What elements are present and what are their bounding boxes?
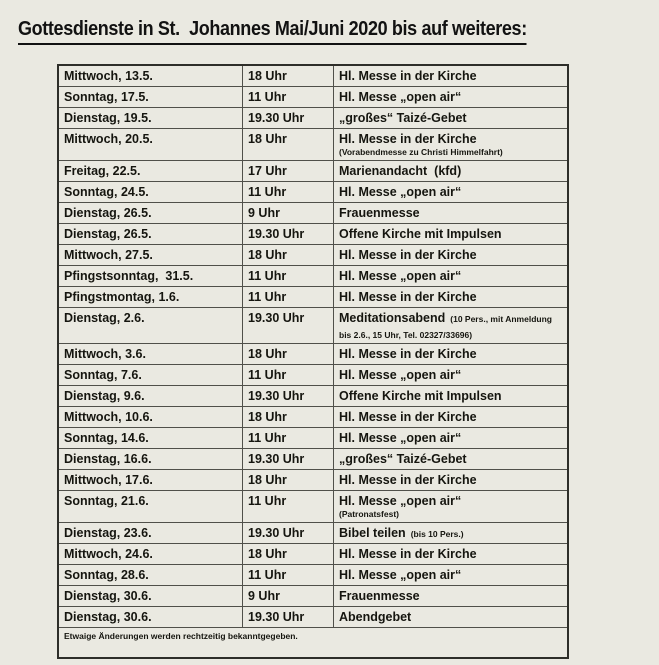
- event-label: Hl. Messe in der Kirche: [339, 347, 477, 361]
- event-label: Hl. Messe in der Kirche: [339, 290, 477, 304]
- event-cell: [334, 182, 567, 202]
- event-cell: [334, 523, 567, 543]
- date-cell: Mittwoch, 27.5.: [59, 245, 243, 265]
- event-cell: [334, 386, 567, 406]
- event-label: Hl. Messe „open air“: [339, 185, 462, 199]
- event-cell: [334, 449, 567, 469]
- table-row: [59, 224, 567, 245]
- table-row: [59, 491, 567, 523]
- table-row: [59, 449, 567, 470]
- event-label: Offene Kirche mit Impulsen: [339, 389, 502, 403]
- date-cell: Mittwoch, 10.6.: [59, 407, 243, 427]
- date-cell: Mittwoch, 17.6.: [59, 470, 243, 490]
- date-cell: Sonntag, 17.5.: [59, 87, 243, 107]
- event-cell: [334, 87, 567, 107]
- event-cell: [334, 224, 567, 244]
- date-cell: Dienstag, 16.6.: [59, 449, 243, 469]
- event-cell: [334, 161, 567, 181]
- schedule-rows: [59, 66, 567, 628]
- table-row: [59, 428, 567, 449]
- date-cell: Sonntag, 21.6.: [59, 491, 243, 522]
- event-cell: [334, 470, 567, 490]
- table-row: [59, 344, 567, 365]
- time-cell: 18 Uhr: [243, 129, 334, 160]
- date-cell: Freitag, 22.5.: [59, 161, 243, 181]
- schedule-table: [57, 64, 569, 659]
- event-label: Hl. Messe „open air“: [339, 269, 462, 283]
- event-label: „großes“ Taizé-Gebet: [339, 452, 467, 466]
- event-note: (10 Pers., mit Anmeldung bis 2.6., 15 Uhr, Tel. 02327/33696): [339, 314, 555, 340]
- table-row: [59, 129, 567, 161]
- table-row: [59, 523, 567, 544]
- date-cell: Dienstag, 26.5.: [59, 203, 243, 223]
- time-cell: 11 Uhr: [243, 428, 334, 448]
- time-cell: 18 Uhr: [243, 544, 334, 564]
- table-row: [59, 565, 567, 586]
- table-row: [59, 407, 567, 428]
- event-cell: [334, 344, 567, 364]
- table-row: [59, 245, 567, 266]
- event-cell: [334, 607, 567, 627]
- date-cell: Dienstag, 2.6.: [59, 308, 243, 343]
- event-label: Hl. Messe „open air“: [339, 368, 462, 382]
- event-cell: [334, 544, 567, 564]
- event-cell: [334, 308, 567, 343]
- time-cell: 19.30 Uhr: [243, 607, 334, 627]
- table-row: [59, 161, 567, 182]
- date-cell: Dienstag, 23.6.: [59, 523, 243, 543]
- event-cell: [334, 565, 567, 585]
- page-title: Gottesdienste in St. Johannes Mai/Juni 2020 bis auf weiteres:: [18, 18, 527, 45]
- event-cell: [334, 203, 567, 223]
- date-cell: Sonntag, 7.6.: [59, 365, 243, 385]
- time-cell: 11 Uhr: [243, 182, 334, 202]
- table-row: [59, 470, 567, 491]
- time-cell: 17 Uhr: [243, 161, 334, 181]
- event-cell: [334, 129, 567, 160]
- time-cell: 9 Uhr: [243, 586, 334, 606]
- table-row: [59, 66, 567, 87]
- event-cell: [334, 287, 567, 307]
- date-cell: Dienstag, 30.6.: [59, 586, 243, 606]
- table-row: [59, 386, 567, 407]
- table-row: [59, 365, 567, 386]
- event-cell: [334, 407, 567, 427]
- table-row: [59, 266, 567, 287]
- event-label: Hl. Messe „open air“: [339, 90, 462, 104]
- time-cell: 19.30 Uhr: [243, 386, 334, 406]
- date-cell: Sonntag, 28.6.: [59, 565, 243, 585]
- event-cell: [334, 365, 567, 385]
- event-label: Frauenmesse: [339, 206, 420, 220]
- table-row: [59, 586, 567, 607]
- date-cell: Mittwoch, 13.5.: [59, 66, 243, 86]
- event-label: Hl. Messe in der Kirche: [339, 132, 477, 146]
- time-cell: 18 Uhr: [243, 66, 334, 86]
- time-cell: 11 Uhr: [243, 565, 334, 585]
- time-cell: 11 Uhr: [243, 491, 334, 522]
- time-cell: 18 Uhr: [243, 407, 334, 427]
- time-cell: 11 Uhr: [243, 365, 334, 385]
- event-note: (Patronatsfest): [339, 509, 399, 519]
- event-label: Hl. Messe in der Kirche: [339, 69, 477, 83]
- table-row: [59, 203, 567, 224]
- event-cell: [334, 586, 567, 606]
- event-label: Offene Kirche mit Impulsen: [339, 227, 502, 241]
- date-cell: Sonntag, 14.6.: [59, 428, 243, 448]
- date-cell: Pfingstmontag, 1.6.: [59, 287, 243, 307]
- time-cell: 11 Uhr: [243, 87, 334, 107]
- event-label: Meditationsabend: [339, 311, 446, 325]
- time-cell: 19.30 Uhr: [243, 308, 334, 343]
- date-cell: Mittwoch, 20.5.: [59, 129, 243, 160]
- time-cell: 18 Uhr: [243, 470, 334, 490]
- table-row: [59, 607, 567, 628]
- event-label: Hl. Messe in der Kirche: [339, 410, 477, 424]
- event-cell: [334, 491, 567, 522]
- time-cell: 18 Uhr: [243, 245, 334, 265]
- event-cell: [334, 66, 567, 86]
- table-row: [59, 182, 567, 203]
- event-label: „großes“ Taizé-Gebet: [339, 111, 467, 125]
- event-label: Hl. Messe in der Kirche: [339, 547, 477, 561]
- table-row: [59, 87, 567, 108]
- time-cell: 19.30 Uhr: [243, 523, 334, 543]
- event-label: Hl. Messe in der Kirche: [339, 473, 477, 487]
- table-row: [59, 308, 567, 344]
- date-cell: Dienstag, 9.6.: [59, 386, 243, 406]
- event-label: Abendgebet: [339, 610, 412, 624]
- table-row: [59, 108, 567, 129]
- time-cell: 19.30 Uhr: [243, 449, 334, 469]
- event-cell: [334, 245, 567, 265]
- time-cell: 9 Uhr: [243, 203, 334, 223]
- event-label: Frauenmesse: [339, 589, 420, 603]
- event-cell: [334, 108, 567, 128]
- time-cell: 18 Uhr: [243, 344, 334, 364]
- date-cell: Mittwoch, 24.6.: [59, 544, 243, 564]
- event-note: (bis 10 Pers.): [410, 529, 464, 539]
- event-note: (Vorabendmesse zu Christi Himmelfahrt): [339, 147, 503, 157]
- date-cell: Dienstag, 26.5.: [59, 224, 243, 244]
- time-cell: 19.30 Uhr: [243, 224, 334, 244]
- table-row: [59, 544, 567, 565]
- event-label: Hl. Messe „open air“: [339, 568, 462, 582]
- footer-note: Etwaige Änderungen werden rechtzeitig bekanntgegeben.: [64, 631, 298, 641]
- date-cell: Dienstag, 30.6.: [59, 607, 243, 627]
- event-cell: [334, 266, 567, 286]
- event-label: Marienandacht (kfd): [339, 164, 462, 178]
- event-label: Bibel teilen: [339, 526, 406, 540]
- event-label: Hl. Messe „open air“: [339, 431, 462, 445]
- date-cell: Dienstag, 19.5.: [59, 108, 243, 128]
- date-cell: Pfingstsonntag, 31.5.: [59, 266, 243, 286]
- table-row: [59, 287, 567, 308]
- time-cell: 11 Uhr: [243, 266, 334, 286]
- time-cell: 19.30 Uhr: [243, 108, 334, 128]
- event-label: Hl. Messe „open air“: [339, 494, 462, 508]
- event-label: Hl. Messe in der Kirche: [339, 248, 477, 262]
- time-cell: 11 Uhr: [243, 287, 334, 307]
- event-cell: [334, 428, 567, 448]
- date-cell: Sonntag, 24.5.: [59, 182, 243, 202]
- date-cell: Mittwoch, 3.6.: [59, 344, 243, 364]
